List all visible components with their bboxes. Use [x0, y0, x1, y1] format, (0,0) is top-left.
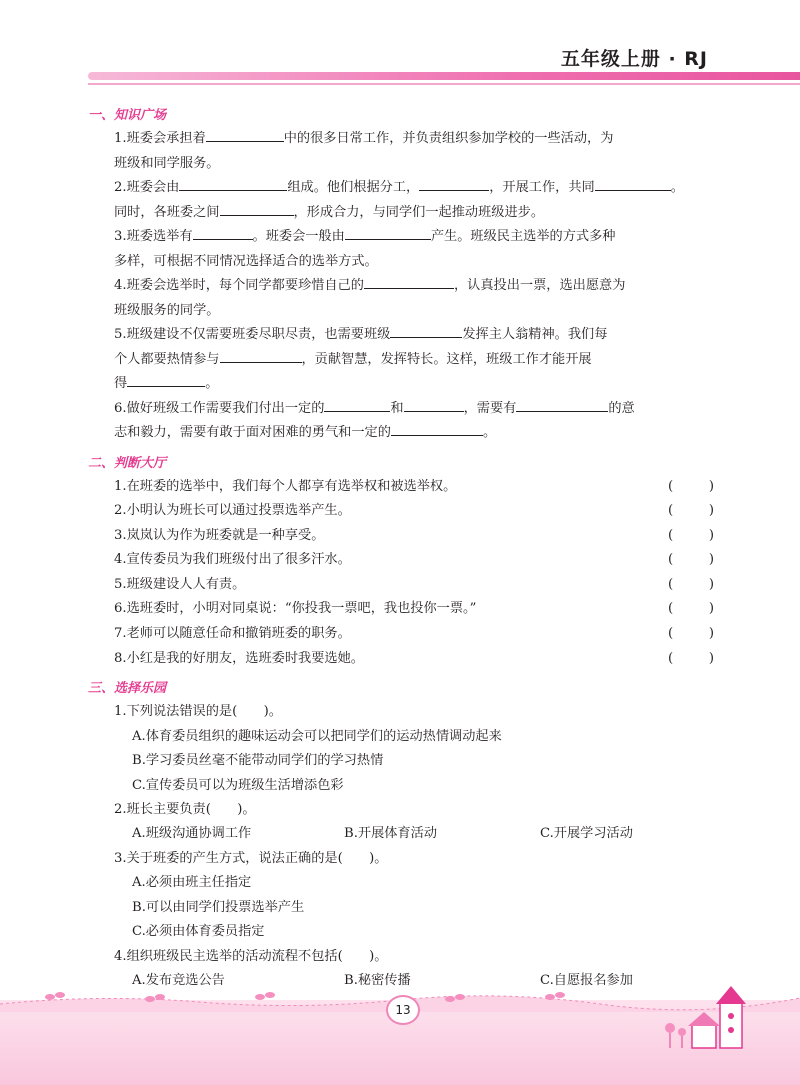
choice-option[interactable]: B.学习委员丝毫不能带动同学们的学习热情 [132, 753, 384, 769]
answer-blank[interactable] [179, 176, 287, 191]
answer-blank[interactable] [364, 274, 454, 289]
question-text: 同时，各班委之间 [114, 204, 220, 220]
question-text: ，认真投出一票，选出愿意为 [453, 278, 626, 293]
paren-open: ( [668, 576, 674, 592]
answer-parentheses[interactable] [668, 524, 714, 549]
header-bar [88, 72, 800, 80]
section-title-choice: 三、选择乐园 [88, 681, 167, 697]
choice-question-stem: 4.组织班级民主选举的活动流程不包括( )。 [114, 948, 388, 964]
fill-question-5 [88, 323, 728, 397]
question-text: 6.做好班级工作需要我们付出一定的 [114, 400, 325, 416]
answer-blank[interactable] [516, 397, 608, 412]
judge-text: 7.老师可以随意任命和撤销班委的职务。 [114, 626, 351, 642]
choice-option[interactable]: B.开展体育活动 [344, 826, 438, 842]
worksheet-content [88, 98, 728, 994]
book-title: 五年级上册 · RJ [560, 48, 708, 70]
question-text: 。班委会一般由 [252, 229, 345, 244]
paren-close: ) [708, 601, 714, 617]
section-title-knowledge: 一、知识广场 [88, 108, 167, 123]
judge-text: 5.班级建设人人有责。 [114, 576, 246, 592]
paren-open: ( [668, 527, 674, 543]
answer-blank[interactable] [345, 225, 431, 240]
judge-text: 4.宣传委员为我们班级付出了很多汗水。 [114, 552, 351, 568]
paren-close: ) [708, 503, 714, 519]
question-text: 2.班委会由 [114, 180, 180, 195]
question-text: 5.班级建设不仅需要班委尽职尽责，也需要班级 [114, 327, 391, 342]
question-text: 产生。班级民主选举的方式多种 [430, 229, 616, 244]
answer-parentheses[interactable] [668, 647, 714, 672]
sprout-decorations [30, 985, 730, 1015]
fill-question-6 [88, 397, 728, 446]
question-text: 4.班委会选举时，每个同学都要珍惜自己的 [114, 278, 364, 293]
answer-blank[interactable] [419, 176, 489, 191]
answer-blank[interactable] [391, 421, 483, 436]
judge-item [88, 622, 728, 647]
paren-open: ( [668, 601, 674, 617]
question-text: 志和毅力，需要有敢于面对困难的勇气和一定的 [114, 425, 391, 440]
question-text: 的意 [608, 400, 635, 416]
answer-parentheses[interactable] [668, 597, 714, 622]
question-text: ，形成合力，与同学们一起推动班级进步。 [293, 204, 545, 220]
question-text: 得 [114, 376, 128, 391]
choice-question-stem: 1.下列说法错误的是( )。 [114, 704, 282, 720]
question-text: ，开展工作，共同 [489, 180, 595, 195]
judge-item [88, 524, 728, 549]
choice-option[interactable]: A.班级沟通协调工作 [132, 826, 252, 842]
question-text: 。 [205, 376, 219, 391]
judge-text: 8.小红是我的好朋友，选班委时我要选她。 [114, 650, 364, 666]
choice-option-row [88, 822, 728, 846]
answer-parentheses[interactable] [668, 548, 714, 573]
answer-blank[interactable] [220, 348, 302, 363]
question-text: 班级服务的同学。 [114, 302, 220, 318]
judge-text: 2.小明认为班长可以通过投票选举产生。 [114, 503, 351, 519]
answer-blank[interactable] [404, 397, 464, 412]
judge-item [88, 475, 728, 500]
section-title-judgement: 二、判断大厅 [88, 455, 167, 471]
choice-option[interactable]: A.发布竞选公告 [132, 973, 225, 989]
answer-blank[interactable] [324, 397, 390, 412]
answer-parentheses[interactable] [668, 475, 714, 500]
judge-text: 6.选班委时，小明对同桌说：“你投我一票吧，我也投你一票。” [114, 601, 477, 617]
choice-option[interactable]: C.宣传委员可以为班级生活增添色彩 [132, 777, 344, 793]
answer-blank[interactable] [220, 201, 294, 216]
fill-question-2 [88, 176, 728, 225]
question-text: 班级和同学服务。 [114, 155, 220, 171]
answer-blank[interactable] [595, 176, 671, 191]
question-text: 3.班委选举有 [114, 229, 193, 244]
choice-question-stem: 3.关于班委的产生方式，说法正确的是( )。 [114, 850, 388, 866]
answer-parentheses[interactable] [668, 499, 714, 524]
question-text: 中的很多日常工作，并负责组织参加学校的一些活动，为 [283, 131, 614, 146]
answer-parentheses[interactable] [668, 622, 714, 647]
choice-question-stem: 2.班长主要负责( )。 [114, 801, 256, 817]
paren-close: ) [708, 576, 714, 592]
paren-close: ) [708, 650, 714, 666]
choice-option[interactable]: C.自愿报名参加 [540, 973, 633, 989]
paren-close: ) [708, 478, 714, 494]
choice-option[interactable]: A.体育委员组织的趣味运动会可以把同学们的运动热情调动起来 [132, 728, 502, 744]
paren-open: ( [668, 626, 674, 642]
choice-option[interactable]: C.必须由体育委员指定 [132, 924, 265, 940]
fill-question-1 [88, 127, 728, 176]
judge-item [88, 573, 728, 598]
judge-item [88, 597, 728, 622]
paren-open: ( [668, 552, 674, 568]
question-text: 。 [670, 180, 684, 195]
question-text: ，贡献智慧，发挥特长。这样，班级工作才能开展 [301, 351, 592, 367]
header-divider [88, 83, 800, 85]
paren-open: ( [668, 503, 674, 519]
question-text: 和 [390, 400, 404, 416]
lighthouse-illustration [650, 980, 760, 1050]
question-text: 1.班委会承担着 [114, 131, 206, 146]
paren-close: ) [708, 527, 714, 543]
judge-text: 3.岚岚认为作为班委就是一种享受。 [114, 527, 325, 543]
fill-question-4 [88, 274, 728, 323]
judge-item [88, 548, 728, 573]
answer-blank[interactable] [127, 372, 205, 387]
choice-option[interactable]: A.必须由班主任指定 [132, 875, 252, 891]
question-text: ，需要有 [463, 400, 517, 416]
choice-option[interactable]: B.可以由同学们投票选举产生 [132, 899, 305, 915]
judge-item [88, 499, 728, 524]
judge-text: 1.在班委的选举中，我们每个人都享有选举权和被选举权。 [114, 478, 457, 494]
answer-blank[interactable] [206, 127, 284, 142]
question-text: 发挥主人翁精神。我们每 [462, 327, 608, 342]
question-text: 个人都要热情参与 [114, 351, 220, 367]
choice-option[interactable]: C.开展学习活动 [540, 826, 633, 842]
question-text: 组成。他们根据分工， [287, 180, 420, 195]
fill-question-3 [88, 225, 728, 274]
judge-item [88, 647, 728, 672]
paren-open: ( [668, 650, 674, 666]
paren-close: ) [708, 552, 714, 568]
answer-blank[interactable] [390, 323, 462, 338]
paren-open: ( [668, 478, 674, 494]
answer-blank[interactable] [193, 225, 253, 240]
choice-option[interactable]: B.秘密传播 [344, 973, 411, 989]
question-text: 。 [482, 425, 497, 440]
paren-close: ) [708, 626, 714, 642]
question-text: 多样，可根据不同情况选择适合的选举方式。 [114, 253, 378, 269]
answer-parentheses[interactable] [668, 573, 714, 598]
page-number: 13 [386, 995, 420, 1025]
